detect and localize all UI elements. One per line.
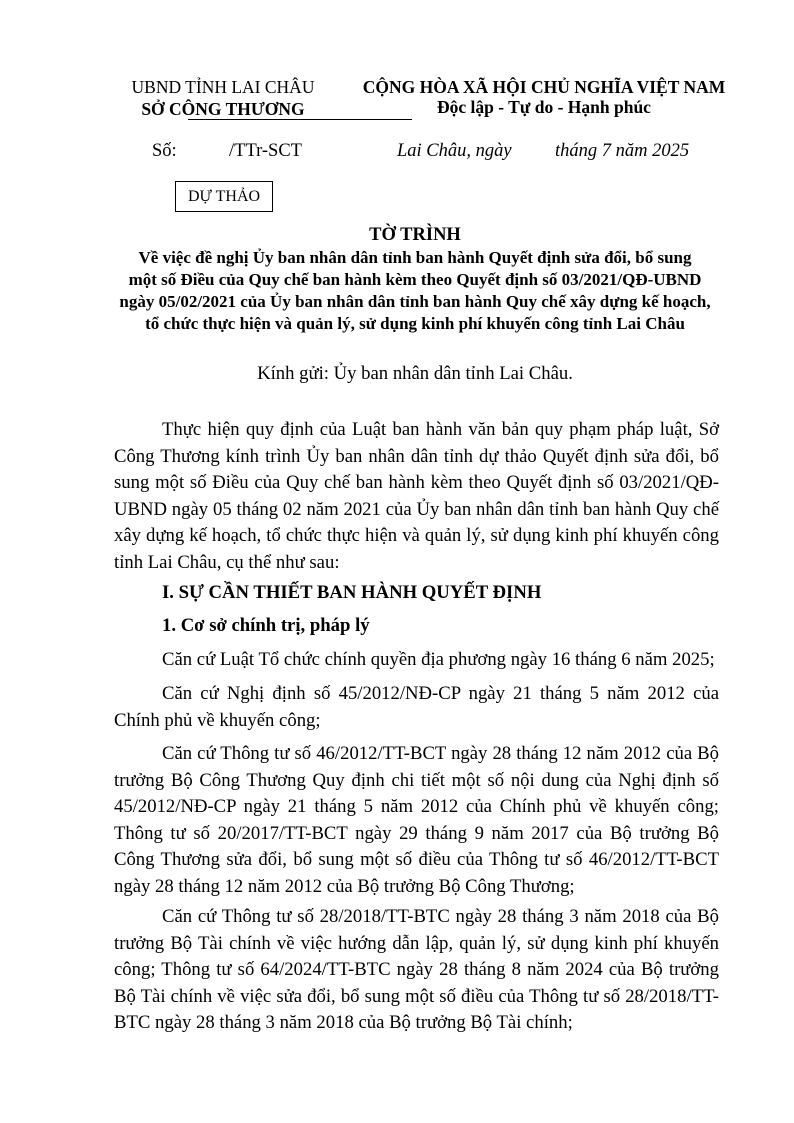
document-number-suffix: /TTr-SCT bbox=[229, 141, 302, 161]
authority-underline bbox=[188, 119, 412, 120]
legal-basis-3: Căn cứ Thông tư số 46/2012/TT-BCT ngày 28 tháng 12 năm 2012 của Bộ trưởng Bộ Công Thương Quy định chi tiết một số nội dung của Nghị định số 45/2012/NĐ-CP ngày 21 tháng 5 năm 2012 của Chính phủ về khuyến công; Thông tư số 20/2017/TT-BCT ngày 29 tháng 9 năm 2017 của Bộ trưởng Bộ Công Thương sửa đổi, bổ sung một số điều của Thông tư số 46/2012/TT-BCT ngày 28 tháng 12 năm 2012 của Bộ trưởng Bộ Công Thương; bbox=[114, 743, 719, 897]
legal-basis-1: Căn cứ Luật Tổ chức chính quyền địa phương ngày 16 tháng 6 năm 2025; bbox=[162, 649, 715, 670]
document-type-title: TỜ TRÌNH bbox=[369, 225, 461, 245]
title-line-4: tổ chức thực hiện và quản lý, sử dụng kinh phí khuyến công tỉnh Lai Châu bbox=[145, 314, 685, 333]
place-date-prefix: Lai Châu, ngày bbox=[397, 141, 512, 161]
title-line-1: Về việc đề nghị Ủy ban nhân dân tỉnh ban hành Quyết định sửa đổi, bổ sung bbox=[138, 248, 692, 267]
document-number-label: Số: bbox=[152, 141, 177, 161]
subsection-heading-1: 1. Cơ sở chính trị, pháp lý bbox=[162, 615, 370, 636]
issuing-authority-parent: UBND TỈNH LAI CHÂU bbox=[131, 77, 315, 97]
section-heading-1: I. SỰ CẦN THIẾT BAN HÀNH QUYẾT ĐỊNH bbox=[162, 582, 542, 603]
legal-basis-2: Căn cứ Nghị định số 45/2012/NĐ-CP ngày 21 tháng 5 năm 2012 của Chính phủ về khuyến công; bbox=[114, 683, 719, 731]
intro-paragraph: Thực hiện quy định của Luật ban hành văn bản quy phạm pháp luật, Sở Công Thương kính trình Ủy ban nhân dân tỉnh dự thảo Quyết định sửa đổi, bổ sung một số Điều của Quy chế ban hành kèm theo Quyết định số 03/2021/QĐ-UBND ngày 05 tháng 02 năm 2021 của Ủy ban nhân dân tỉnh ban hành Quy chế xây dựng kế hoạch, tổ chức thực hiện và quản lý, sử dụng kinh phí khuyến công tỉnh Lai Châu, cụ thể như sau: bbox=[114, 419, 719, 573]
issuing-authority: SỞ CÔNG THƯƠNG bbox=[141, 99, 305, 119]
title-line-3: ngày 05/02/2021 của Ủy ban nhân dân tỉnh ban hành Quy chế xây dựng kế hoạch, bbox=[119, 292, 711, 311]
national-title: CỘNG HÒA XÃ HỘI CHỦ NGHĨA VIỆT NAM bbox=[362, 77, 726, 97]
title-line-2: một số Điều của Quy chế ban hành kèm theo Quyết định số 03/2021/QĐ-UBND bbox=[128, 270, 702, 289]
draft-stamp: DỰ THẢO bbox=[175, 181, 273, 212]
recipient-line: Kính gửi: Ủy ban nhân dân tỉnh Lai Châu. bbox=[257, 363, 573, 384]
place-date-suffix: tháng 7 năm 2025 bbox=[555, 141, 690, 161]
national-motto: Độc lập - Tự do - Hạnh phúc bbox=[437, 97, 651, 117]
legal-basis-4: Căn cứ Thông tư số 28/2018/TT-BTC ngày 28 tháng 3 năm 2018 của Bộ trưởng Bộ Tài chính về việc hướng dẫn lập, quản lý, sử dụng kinh phí khuyến công; Thông tư số 64/2024/TT-BTC ngày 28 tháng 8 năm 2024 của Bộ trưởng Bộ Tài chính về việc sửa đổi, bổ sung một số điều của Thông tư số 28/2018/TT-BTC ngày 28 tháng 3 năm 2018 của Bộ trưởng Bộ Tài chính; bbox=[114, 906, 719, 1033]
